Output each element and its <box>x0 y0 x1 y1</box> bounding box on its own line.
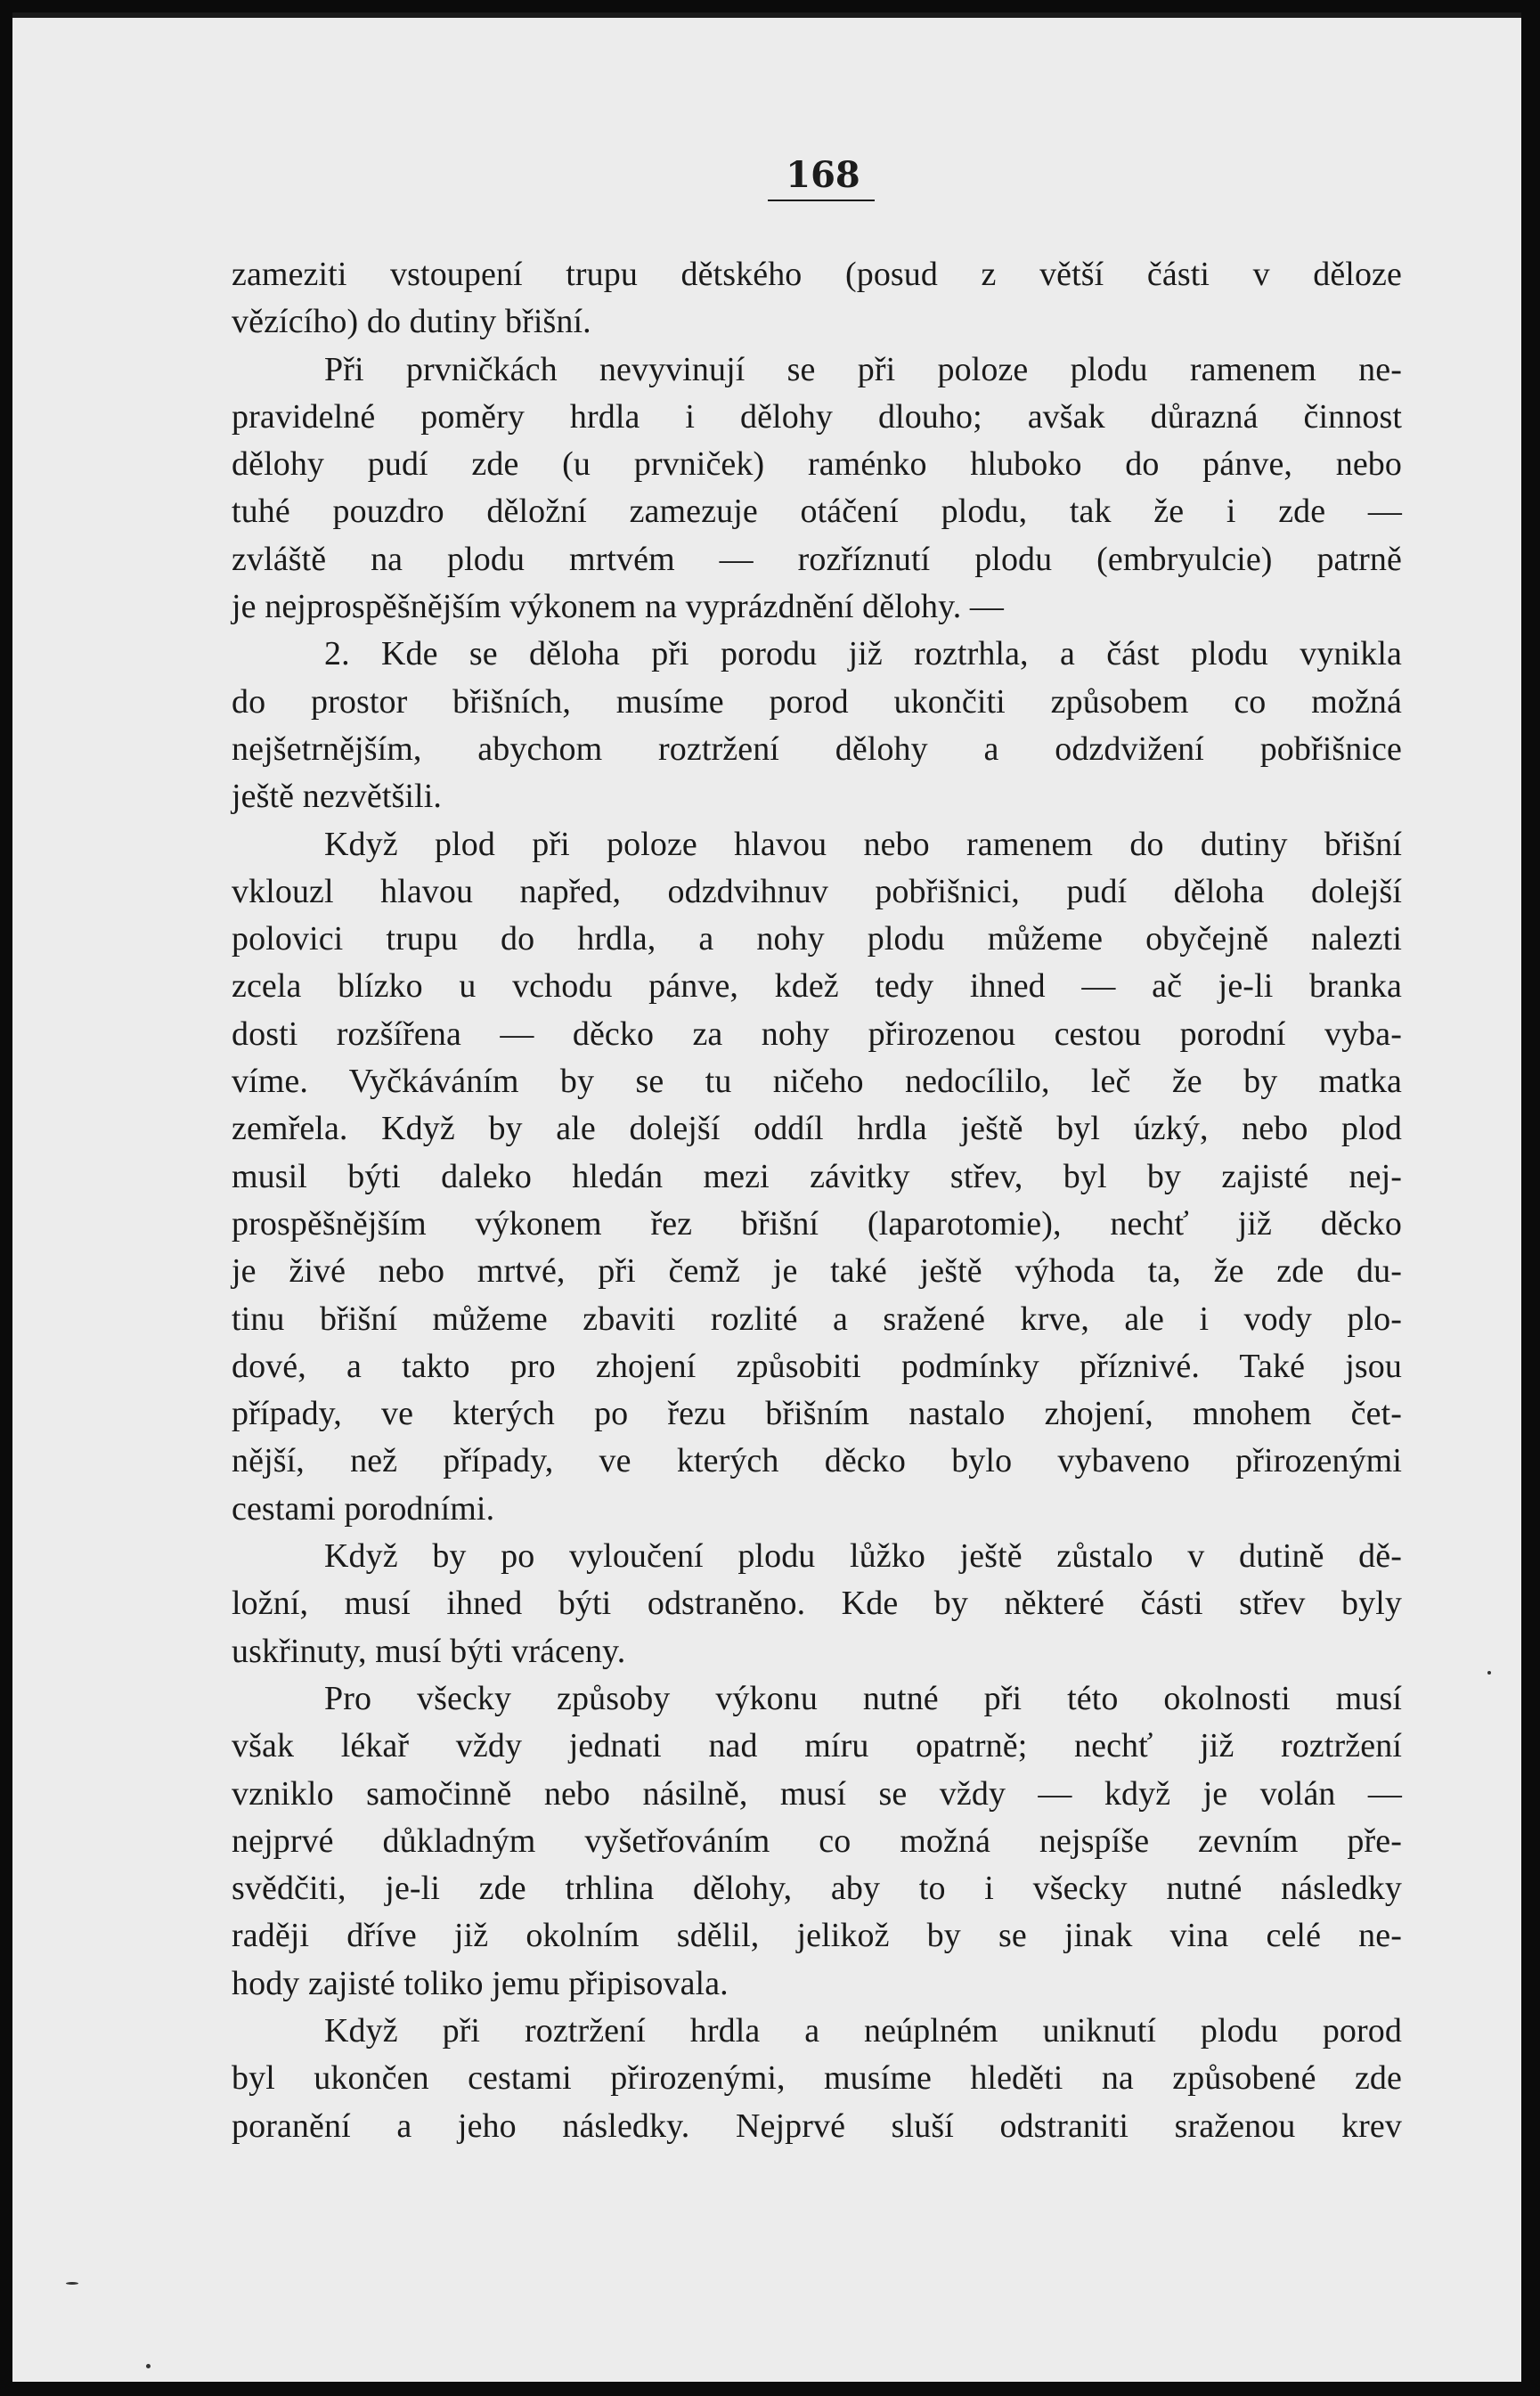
text-line: nejprvé důkladným vyšetřováním co možná nejspíše zevním pře- <box>232 1821 1402 1860</box>
text-line: Když plod při poloze hlavou nebo ramenem do dutiny břišní <box>324 825 1402 863</box>
text-line: pravidelné poměry hrdla i dělohy dlouho; avšak důrazná činnost <box>232 397 1402 436</box>
text-line: byl ukončen cestami přirozenými, musíme hleděti na způsobené zde <box>232 2059 1402 2098</box>
page-top-edge <box>12 12 1521 18</box>
scan-speck <box>1487 1671 1491 1675</box>
text-line: cestami porodními. <box>232 1489 495 1528</box>
text-line: vklouzl hlavou napřed, odzdvihnuv pobřišnici, pudí děloha dolejší <box>232 872 1402 910</box>
text-line: Když při roztržení hrdla a neúplném uniknutí plodu porod <box>324 2011 1402 2050</box>
text-line: dělohy pudí zde (u prvniček) raménko hluboko do pánve, nebo <box>232 445 1402 484</box>
text-line: dosti rozšířena — děcko za nohy přirozenou cestou porodní vyba- <box>232 1015 1402 1053</box>
text-line: zvláště na plodu mrtvém — rozříznutí plodu (embryulcie) patrně <box>232 540 1402 578</box>
text-line: prospěšnějším výkonem řez břišní (laparotomie), nechť již děcko <box>232 1204 1402 1243</box>
text-line: je nejprospěšnějším výkonem na vyprázdnění dělohy. — <box>232 588 1005 626</box>
text-line: dové, a takto pro zhojení způsobiti podmínky příznivé. Také jsou <box>232 1347 1402 1385</box>
text-line: vězícího) do dutiny břišní. <box>232 303 591 341</box>
text-line: do prostor břišních, musíme porod ukončiti způsobem co možná <box>232 682 1402 721</box>
scan-speck <box>66 2282 78 2285</box>
text-line: však lékař vždy jednati nad míru opatrně; nechť již roztržení <box>232 1727 1402 1765</box>
book-page <box>12 12 1521 2382</box>
text-line: raději dříve již okolním sdělil, jelikož by se jinak vina celé ne- <box>232 1917 1402 1955</box>
text-line: ložní, musí ihned býti odstraněno. Kde by některé části střev byly <box>232 1585 1402 1623</box>
text-line: je živé nebo mrtvé, při čemž je také ještě výhoda ta, že zde du- <box>232 1252 1402 1291</box>
text-line: polovici trupu do hrdla, a nohy plodu můžeme obyčejně nalezti <box>232 920 1402 958</box>
text-line: Pro všecky způsoby výkonu nutné při této okolnosti musí <box>324 1679 1402 1717</box>
text-line: případy, ve kterých po řezu břišním nastalo zhojení, mnohem čet- <box>232 1395 1402 1433</box>
text-line: Při prvničkách nevyvinují se při poloze plodu ramenem ne- <box>324 350 1402 388</box>
body-text <box>232 251 1402 2150</box>
text-line: hody zajisté toliko jemu připisovala. <box>232 1964 729 2002</box>
text-line: víme. Vyčkáváním by se tu ničeho nedocílilo, leč že by matka <box>232 1063 1402 1101</box>
scan-speck <box>146 2364 151 2368</box>
text-line: svědčiti, je-li zde trhlina dělohy, aby to i všecky nutné následky <box>232 1870 1402 1908</box>
text-line: nější, než případy, ve kterých děcko bylo vybaveno přirozenými <box>232 1442 1402 1480</box>
text-line: ještě nezvětšili. <box>232 778 442 816</box>
text-line: tinu břišní můžeme zbaviti rozlité a sražené krve, ale i vody plo- <box>232 1300 1402 1338</box>
text-line: zcela blízko u vchodu pánve, kdež tedy ihned — ač je-li branka <box>232 967 1402 1006</box>
text-line: uskřinuty, musí býti vráceny. <box>232 1632 626 1670</box>
text-line: nejšetrnějším, abychom roztržení dělohy a odzdvižení pobřišnice <box>232 729 1402 768</box>
text-line: Když by po vyloučení plodu lůžko ještě zůstalo v dutině dě- <box>324 1537 1402 1576</box>
text-line: 2. Kde se děloha při porodu již roztrhla, a část plodu vynikla <box>324 635 1402 673</box>
text-line: zemřela. Když by ale dolejší oddíl hrdla ještě byl úzký, nebo plod <box>232 1110 1402 1148</box>
page-number: 168 <box>786 154 860 196</box>
text-line: musil býti daleko hledán mezi závitky střev, byl by zajisté nej- <box>232 1157 1402 1195</box>
text-line: tuhé pouzdro děložní zamezuje otáčení plodu, tak že i zde — <box>232 493 1402 531</box>
text-line: poranění a jeho následky. Nejprvé sluší odstraniti sraženou krev <box>232 2107 1402 2145</box>
text-line: zameziti vstoupení trupu dětského (posud z větší části v děloze <box>232 256 1402 293</box>
page-number-underline <box>768 200 875 201</box>
text-line: vzniklo samočinně nebo násilně, musí se vždy — když je volán — <box>232 1774 1402 1813</box>
